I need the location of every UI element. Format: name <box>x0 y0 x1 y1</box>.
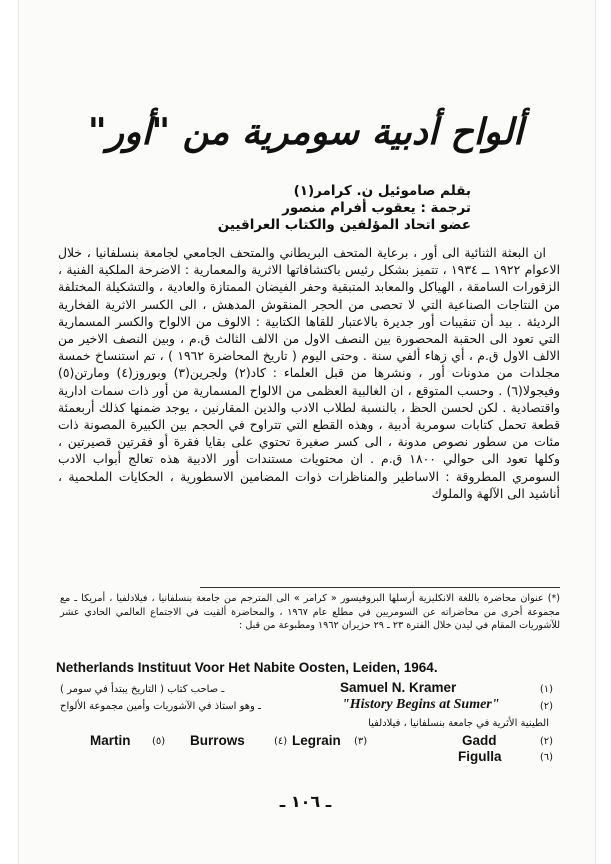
publisher-line: Netherlands Instituut Voor Het Nabite Oosten, Leiden, 1964. <box>56 660 438 675</box>
ref-legrain-number: (٣) <box>354 736 368 747</box>
ref-martin-name: Martin <box>90 733 131 748</box>
ref-gadd-number: (٢) <box>539 736 553 747</box>
footnote-text: (*) عنوان محاضرة باللغة الانكليزية أرسلها البروفيسور « كرامر » الى المترجم من جامعة بنسلفانيا ، فيلادلفيا ، أمريكا ـ مع مجموعة أخرى من محاضراته عن السومريين في مطلع عام ١٩٦٧ ، والمحاضرة ألقيت في الاجتماع العالمي الحادي عشر للآشوريات المقام في ليدن خلال الفترة ٢٣ ـ ٢٩ حزيران ١٩٦٢ ومطبوعة من قبل : <box>60 593 560 632</box>
ref-2-note: ـ وهو استاذ في الآشوريات وأمين مجموعة الألواح <box>60 701 261 712</box>
membership-line: عضو اتحاد المؤلفين والكتاب العراقيين <box>217 217 471 233</box>
translator-line: ترجمة : يعقوب أفرام منصور <box>282 200 471 216</box>
credits-block <box>218 183 471 234</box>
ref-legrain-name: Legrain <box>292 733 341 748</box>
ref-1-number: (١) <box>539 684 553 695</box>
author-line: بقلم صاموئيل ن. كرامر(١) <box>293 183 471 199</box>
ref-burrows-number: (٤) <box>274 736 288 747</box>
body-text <box>58 244 560 502</box>
ref-martin-number: (٥) <box>152 736 166 747</box>
ref-2-book-title: "History Begins at Sumer" <box>342 697 500 712</box>
ref-figulla-number: (٦) <box>539 752 553 763</box>
ref-1-note: ـ صاحب كتاب ( التاريخ يبتدأ في سومر ) <box>60 684 225 695</box>
ref-3-note: الطينية الأثرية في جامعة بنسلفانيا ، فيلادلفيا <box>368 718 549 729</box>
ref-1-author: Samuel N. Kramer <box>340 680 457 695</box>
article-title: ألواح أدبية سومرية من "أور" <box>87 111 524 153</box>
ref-2-number: (٢) <box>539 701 553 712</box>
footnote-block <box>60 592 560 633</box>
body-paragraph: ان البعثة الثنائية الى أور ، برعاية المتحف البريطاني والمتحف الجامعي لجامعة بنسلفانيا ، خلال الاعوام ١٩٢٢ ــ ١٩٣٤ ، تتميز بشكل رئيس باكتشافاتها الاثرية والمعمارية : الاضرحة الملكية الفنية ، الزقورات السامقة ، الهياكل والمعابد المتبقية وحفر الفيضان الممتازة والعادية ، والتشكيلة المختلفة من النتاجات الصناعية التي لا تحصى من الحجر المنقوش المدهش ، الى الكسر الاثرية الفخارية الرديئة . بيد أن تنقيبات أور جديرة بالاعتبار للقاها الكتابية : الالوف من الالواح والكسر المسمارية التي تعود الى الحقبة المحصورة بين النصف الاول من الالف الثالث ق.م ، وبين النصف الاخير من الالف الاول ق.م ، أي زهاء ألفي سنة . وحتى اليوم ( تاريخ المحاضرة ١٩٦٢ ) ، تم استنساخ خمسة مجلدات من مدونات أور ، ونشرها من قبل العلماء : كاد(٢) ولجرين(٣) وبوروز(٤) ومارتن(٥) وفيجولا(٦) . وحسب المتوقع ، ان الغالبية العظمى من الالواح المسمارية من أور ذات سمات ادارية واقتصادية . لكن لحسن الحظ ، بالنسبة لطلاب الادب والدين المقارنين ، يوجد ضمنها كذلك أربعمئة قطعة تحمل كتابات سومرية أدبية ، وهذه القطع التي تتراوح في الحجم بين الكبيرة المصونة ذات مئات من سطور نصوص مدونة ، الى كسر صغيرة تحتوي على بقايا فقرة أو فقرتين قصيرتين ، وكلها تعود الى حوالي ١٨٠٠ ق.م . ان محتويات مستندات أور الادبية هذه تعالج أبواب الادب السومري المطروقة : الاساطير والمناظرات ذوات المضامين الاسطورية ، الحكايات الملحمية ، أناشيد الى الآلهة والملوك <box>58 245 561 501</box>
page-number: ـ ١٠٦ ـ <box>279 792 332 811</box>
ref-figulla-name: Figulla <box>458 749 502 764</box>
ref-gadd-name: Gadd <box>462 733 497 748</box>
footnote-divider <box>200 587 560 588</box>
ref-burrows-name: Burrows <box>190 733 245 748</box>
